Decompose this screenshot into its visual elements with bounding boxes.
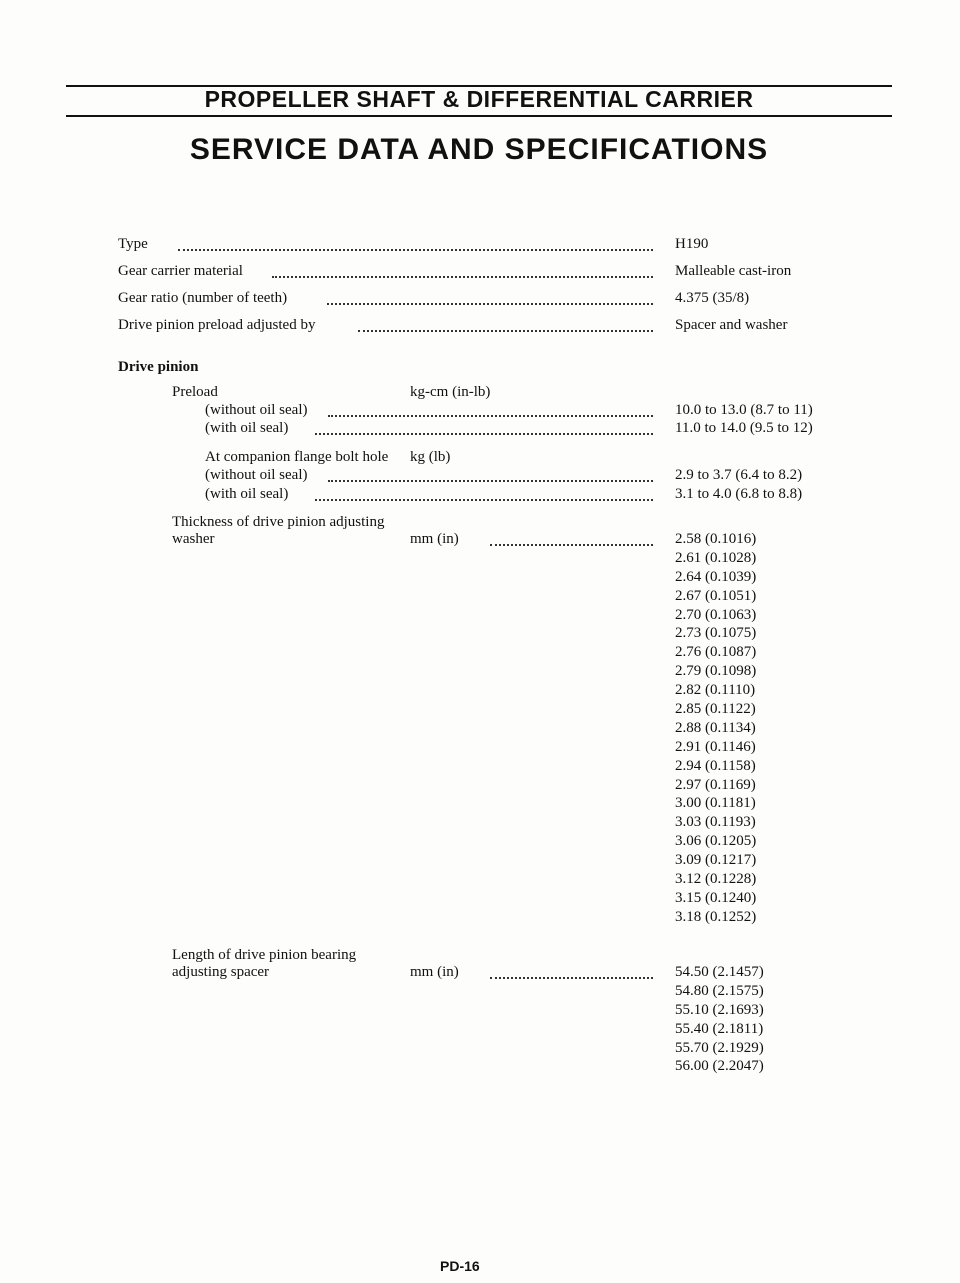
spacer-length-value: 54.50 (2.1457) (675, 964, 764, 980)
header-bottom-rule (66, 115, 892, 117)
leader-dots (327, 303, 653, 305)
preload-with-seal-label: (with oil seal) (205, 420, 289, 436)
washer-thickness-list (675, 530, 756, 927)
section-title: PROPELLER SHAFT & DIFFERENTIAL CARRIER (204, 86, 754, 112)
washer-thickness-value: 2.61 (0.1028) (675, 549, 757, 566)
leader-dots (272, 276, 653, 278)
leader-dots (328, 480, 653, 482)
leader-dots (358, 330, 653, 332)
washer-thickness-value: 2.82 (0.1110) (675, 682, 756, 699)
washer-thickness-value: 2.85 (0.1122) (675, 701, 756, 718)
leader-dots (178, 249, 653, 251)
flange-unit: kg (lb) (410, 449, 451, 465)
preload-without-seal-value: 10.0 to 13.0 (8.7 to 11) (675, 402, 813, 418)
washer-thickness-value: 3.03 (0.1193) (675, 814, 756, 831)
spec-value-gear-carrier-material: Malleable cast-iron (675, 263, 792, 279)
preload-without-seal-label: (without oil seal) (205, 402, 308, 418)
leader-dots (490, 544, 653, 546)
spacer-length-value: 56.00 (2.2047) (675, 1058, 764, 1075)
washer-thickness-value: 3.09 (0.1217) (675, 852, 757, 869)
spec-label-gear-ratio: Gear ratio (number of teeth) (118, 290, 288, 306)
washer-thickness-value: 2.97 (0.1169) (675, 776, 756, 793)
preload-with-seal-value: 11.0 to 14.0 (9.5 to 12) (675, 420, 813, 436)
spacer-length-value: 55.70 (2.1929) (675, 1039, 764, 1056)
washer-thickness-value: 2.64 (0.1039) (675, 568, 757, 585)
washer-thickness-value: 3.12 (0.1228) (675, 871, 757, 888)
spacer-length-value: 54.80 (2.1575) (675, 982, 764, 999)
washer-thickness-value: 2.76 (0.1087) (675, 644, 757, 661)
washer-thickness-value: 2.88 (0.1134) (675, 719, 756, 736)
spec-value-gear-ratio: 4.375 (35/8) (675, 290, 750, 306)
washer-thickness-value: 2.79 (0.1098) (675, 663, 757, 680)
flange-with-seal-value: 3.1 to 4.0 (6.8 to 8.8) (675, 486, 803, 502)
drive-pinion-heading: Drive pinion (118, 359, 199, 375)
leader-dots (490, 977, 653, 979)
washer-label-line1: Thickness of drive pinion adjusting (172, 514, 385, 530)
washer-thickness-value: 2.91 (0.1146) (675, 738, 756, 755)
washer-thickness-value: 2.67 (0.1051) (675, 587, 757, 604)
flange-without-seal-label: (without oil seal) (205, 467, 308, 483)
washer-thickness-value: 3.06 (0.1205) (675, 833, 757, 850)
spacer-label-line2: adjusting spacer (172, 964, 270, 980)
leader-dots (315, 433, 653, 435)
washer-thickness-value: 2.58 (0.1016) (675, 531, 757, 547)
washer-thickness-value: 3.00 (0.1181) (675, 795, 756, 812)
spacer-length-value: 55.40 (2.1811) (675, 1020, 764, 1037)
washer-thickness-value: 2.94 (0.1158) (675, 757, 756, 774)
flange-without-seal-value: 2.9 to 3.7 (6.4 to 8.2) (675, 467, 803, 483)
flange-label: At companion flange bolt hole (205, 449, 389, 465)
spacer-length-list (675, 963, 764, 1076)
washer-thickness-value: 2.70 (0.1063) (675, 606, 757, 623)
washer-unit: mm (in) (410, 531, 459, 547)
spacer-length-value: 55.10 (2.1693) (675, 1001, 764, 1018)
washer-thickness-value: 3.15 (0.1240) (675, 889, 757, 906)
preload-unit: kg-cm (in-lb) (410, 384, 491, 400)
washer-thickness-value: 3.18 (0.1252) (675, 908, 757, 925)
spec-label-preload-adjusted-by: Drive pinion preload adjusted by (118, 317, 316, 333)
spec-label-type: Type (118, 236, 148, 252)
flange-with-seal-label: (with oil seal) (205, 486, 289, 502)
washer-label-line2: washer (172, 531, 215, 547)
spacer-label-line1: Length of drive pinion bearing (172, 947, 357, 963)
page-title: SERVICE DATA AND SPECIFICATIONS (189, 133, 769, 166)
washer-thickness-value: 2.73 (0.1075) (675, 625, 757, 642)
page-number: PD-16 (440, 1258, 480, 1274)
spec-value-type: H190 (675, 236, 709, 252)
spec-label-gear-carrier-material: Gear carrier material (118, 263, 243, 279)
leader-dots (328, 415, 653, 417)
leader-dots (315, 499, 653, 501)
preload-label: Preload (172, 384, 218, 400)
spec-value-preload-adjusted-by: Spacer and washer (675, 317, 788, 333)
spacer-unit: mm (in) (410, 964, 459, 980)
